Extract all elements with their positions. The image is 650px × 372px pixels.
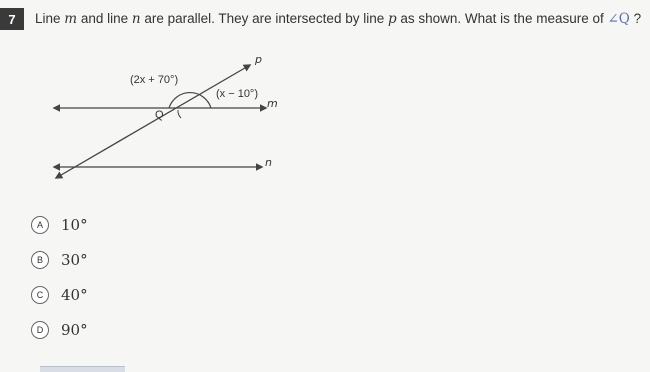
choice-c-value: 40°: [61, 286, 88, 304]
choice-c[interactable]: [31, 283, 88, 307]
prompt-text-5: ?: [629, 11, 642, 26]
question-prompt: [35, 11, 641, 27]
parallel-lines-diagram: [0, 40, 320, 190]
prompt-text-4: as shown. What is the measure of: [396, 11, 608, 26]
choice-b-value: 30°: [61, 251, 88, 269]
choice-a-value: 10°: [61, 216, 88, 234]
choice-d-letter: D: [31, 321, 49, 339]
prompt-text-2: and line: [77, 11, 132, 26]
label-p: p: [255, 53, 262, 66]
choice-b[interactable]: [31, 248, 88, 272]
expr-right: (x − 10°): [216, 88, 258, 100]
label-n: n: [265, 156, 272, 169]
label-q: Q: [155, 109, 164, 121]
choice-d[interactable]: [31, 318, 88, 342]
angle-arc-q: [178, 110, 181, 118]
choice-a[interactable]: [31, 213, 88, 237]
choice-a-letter: A: [31, 216, 49, 234]
choice-c-letter: C: [31, 286, 49, 304]
label-m: m: [267, 97, 278, 110]
expr-top: (2x + 70°): [130, 74, 179, 86]
answer-choices: [31, 213, 88, 353]
prompt-text-3: are parallel. They are intersected by line: [140, 11, 388, 26]
prompt-angle-q: ∠Q: [607, 11, 630, 27]
question-number: 7: [0, 8, 24, 30]
prompt-text-1: Line: [35, 11, 65, 26]
bottom-tab[interactable]: [40, 366, 125, 372]
choice-d-value: 90°: [61, 321, 88, 339]
prompt-var-p: p: [387, 11, 397, 27]
prompt-var-n: n: [131, 11, 141, 27]
prompt-var-m: m: [64, 11, 78, 27]
choice-b-letter: B: [31, 251, 49, 269]
